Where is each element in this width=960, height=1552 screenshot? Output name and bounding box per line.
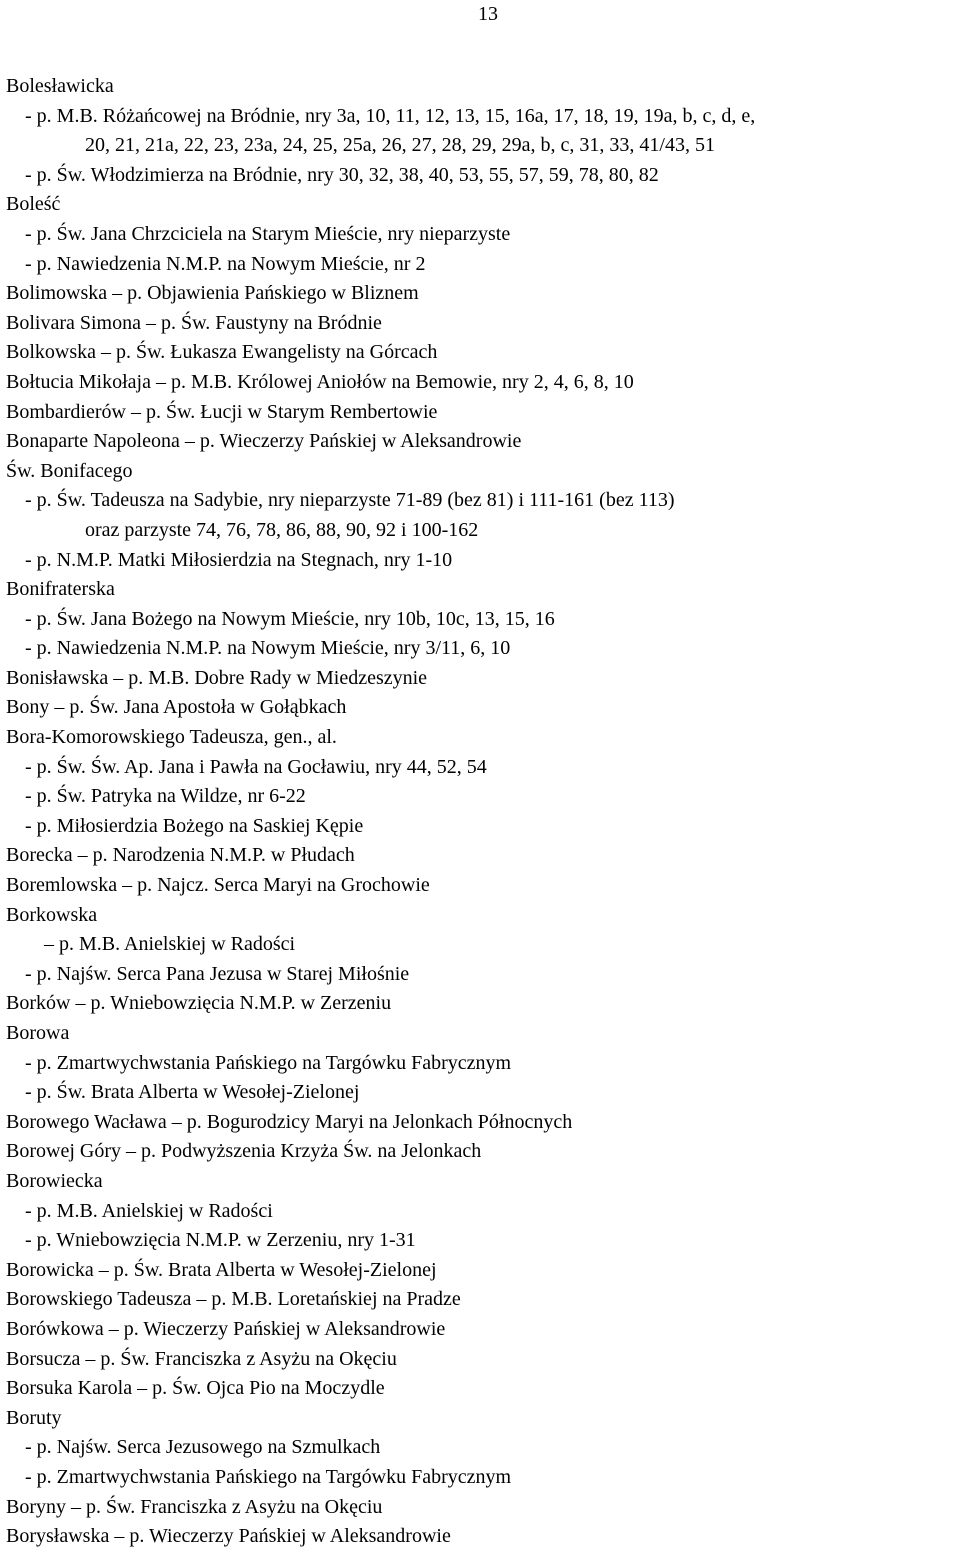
street-entry: Boruty xyxy=(6,1406,62,1429)
street-entry: Bolesławicka xyxy=(6,75,114,97)
parish-entry: - p. Zmartwychwstania Pańskiego na Targówku Fabrycznym xyxy=(25,1051,512,1074)
street-entry: Bora-Komorowskiego Tadeusza, gen., al. xyxy=(6,726,337,749)
street-entry: Borowicka – p. Św. Brata Alberta w Wesołej-Zielonej xyxy=(6,1258,437,1281)
street-parish-list xyxy=(6,72,956,1552)
parish-entry: - p. Miłosierdzia Bożego na Saskiej Kępie xyxy=(25,814,364,837)
street-entry: Bony – p. Św. Jana Apostoła w Gołąbkach xyxy=(6,696,347,719)
parish-entry: - p. Św. Jana Chrzciciela na Starym Mieście, nry nieparzyste xyxy=(25,222,511,245)
street-entry: Św. Bonifacego xyxy=(6,459,133,482)
street-entry: Bolkowska – p. Św. Łukasza Ewangelisty na Górcach xyxy=(6,341,438,364)
parish-entry: – p. M.B. Anielskiej w Radości xyxy=(44,933,296,956)
parish-entry: - p. Św. Jana Bożego na Nowym Mieście, nry 10b, 10c, 13, 15, 16 xyxy=(25,607,555,630)
street-entry: Borowego Wacława – p. Bogurodzicy Maryi na Jelonkach Północnych xyxy=(6,1110,573,1133)
street-entry: Boleść xyxy=(6,193,61,216)
street-entry: Borowej Góry – p. Podwyższenia Krzyża Św. na Jelonkach xyxy=(6,1140,482,1163)
parish-entry: oraz parzyste 74, 76, 78, 86, 88, 90, 92 i 100-162 xyxy=(85,518,479,541)
parish-entry: - p. Najśw. Serca Jezusowego na Szmulkach xyxy=(25,1436,381,1459)
street-entry: Bonaparte Napoleona – p. Wieczerzy Pańskiej w Aleksandrowie xyxy=(6,430,522,453)
parish-entry: - p. Zmartwychwstania Pańskiego na Targówku Fabrycznym xyxy=(25,1465,512,1488)
parish-entry: - p. N.M.P. Matki Miłosierdzia na Stegnach, nry 1-10 xyxy=(25,548,453,571)
street-entry: Bolimowska – p. Objawienia Pańskiego w Bliznem xyxy=(6,282,419,305)
parish-entry: - p. Nawiedzenia N.M.P. na Nowym Mieście, nr 2 xyxy=(25,252,426,275)
street-entry: Borków – p. Wniebowzięcia N.M.P. w Zerzeniu xyxy=(6,992,392,1015)
parish-entry: - p. Nawiedzenia N.M.P. na Nowym Mieście, nry 3/11, 6, 10 xyxy=(25,637,511,660)
street-entry: Borsuka Karola – p. Św. Ojca Pio na Moczydle xyxy=(6,1377,385,1400)
parish-entry: - p. M.B. Różańcowej na Bródnie, nry 3a, 10, 11, 12, 13, 15, 16a, 17, 18, 19, 19a, b, c, d, e, xyxy=(25,104,756,127)
street-entry: Borowskiego Tadeusza – p. M.B. Loretańskiej na Pradze xyxy=(6,1288,461,1311)
parish-entry: 20, 21, 21a, 22, 23, 23a, 24, 25, 25a, 26, 27, 28, 29, 29a, b, c, 31, 33, 41/43, 51 xyxy=(85,134,715,157)
parish-entry: - p. Wniebowzięcia N.M.P. w Zerzeniu, nry 1-31 xyxy=(25,1229,416,1252)
street-entry: Borysławska – p. Wieczerzy Pańskiej w Aleksandrowie xyxy=(6,1525,451,1548)
page-number: 13 xyxy=(478,3,498,25)
street-entry: Bonifraterska xyxy=(6,578,115,601)
street-entry: Borowiecka xyxy=(6,1169,103,1192)
street-entry: Borsucza – p. Św. Franciszka z Asyżu na Okęciu xyxy=(6,1347,397,1370)
street-entry: Boremlowska – p. Najcz. Serca Maryi na Grochowie xyxy=(6,874,430,897)
street-entry: Bołtucia Mikołaja – p. M.B. Królowej Aniołów na Bemowie, nry 2, 4, 6, 8, 10 xyxy=(6,370,634,393)
parish-entry: - p. Najśw. Serca Pana Jezusa w Starej Miłośnie xyxy=(25,962,410,985)
parish-entry: - p. Św. Św. Ap. Jana i Pawła na Gocławiu, nry 44, 52, 54 xyxy=(25,755,487,778)
parish-entry: - p. Św. Włodzimierza na Bródnie, nry 30, 32, 38, 40, 53, 55, 57, 59, 78, 80, 82 xyxy=(25,163,659,186)
parish-entry: - p. M.B. Anielskiej w Radości xyxy=(25,1199,273,1222)
street-entry: Borowa xyxy=(6,1022,70,1044)
parish-entry: - p. Św. Patryka na Wildze, nr 6-22 xyxy=(25,785,306,808)
street-entry: Borkowska xyxy=(6,903,98,926)
parish-entry: - p. Św. Tadeusza na Sadybie, nry nieparzyste 71-89 (bez 81) i 111-161 (bez 113) xyxy=(25,489,675,512)
street-entry: Bolivara Simona – p. Św. Faustyny na Bródnie xyxy=(6,311,382,334)
street-entry: Borówkowa – p. Wieczerzy Pańskiej w Aleksandrowie xyxy=(6,1317,446,1340)
parish-entry: - p. Św. Brata Alberta w Wesołej-Zielonej xyxy=(25,1081,360,1104)
street-entry: Boryny – p. Św. Franciszka z Asyżu na Okęciu xyxy=(6,1495,383,1518)
street-entry: Bombardierów – p. Św. Łucji w Starym Rembertowie xyxy=(6,400,438,423)
street-entry: Bonisławska – p. M.B. Dobre Rady w Miedzeszynie xyxy=(6,666,428,689)
street-entry: Borecka – p. Narodzenia N.M.P. w Płudach xyxy=(6,844,355,867)
